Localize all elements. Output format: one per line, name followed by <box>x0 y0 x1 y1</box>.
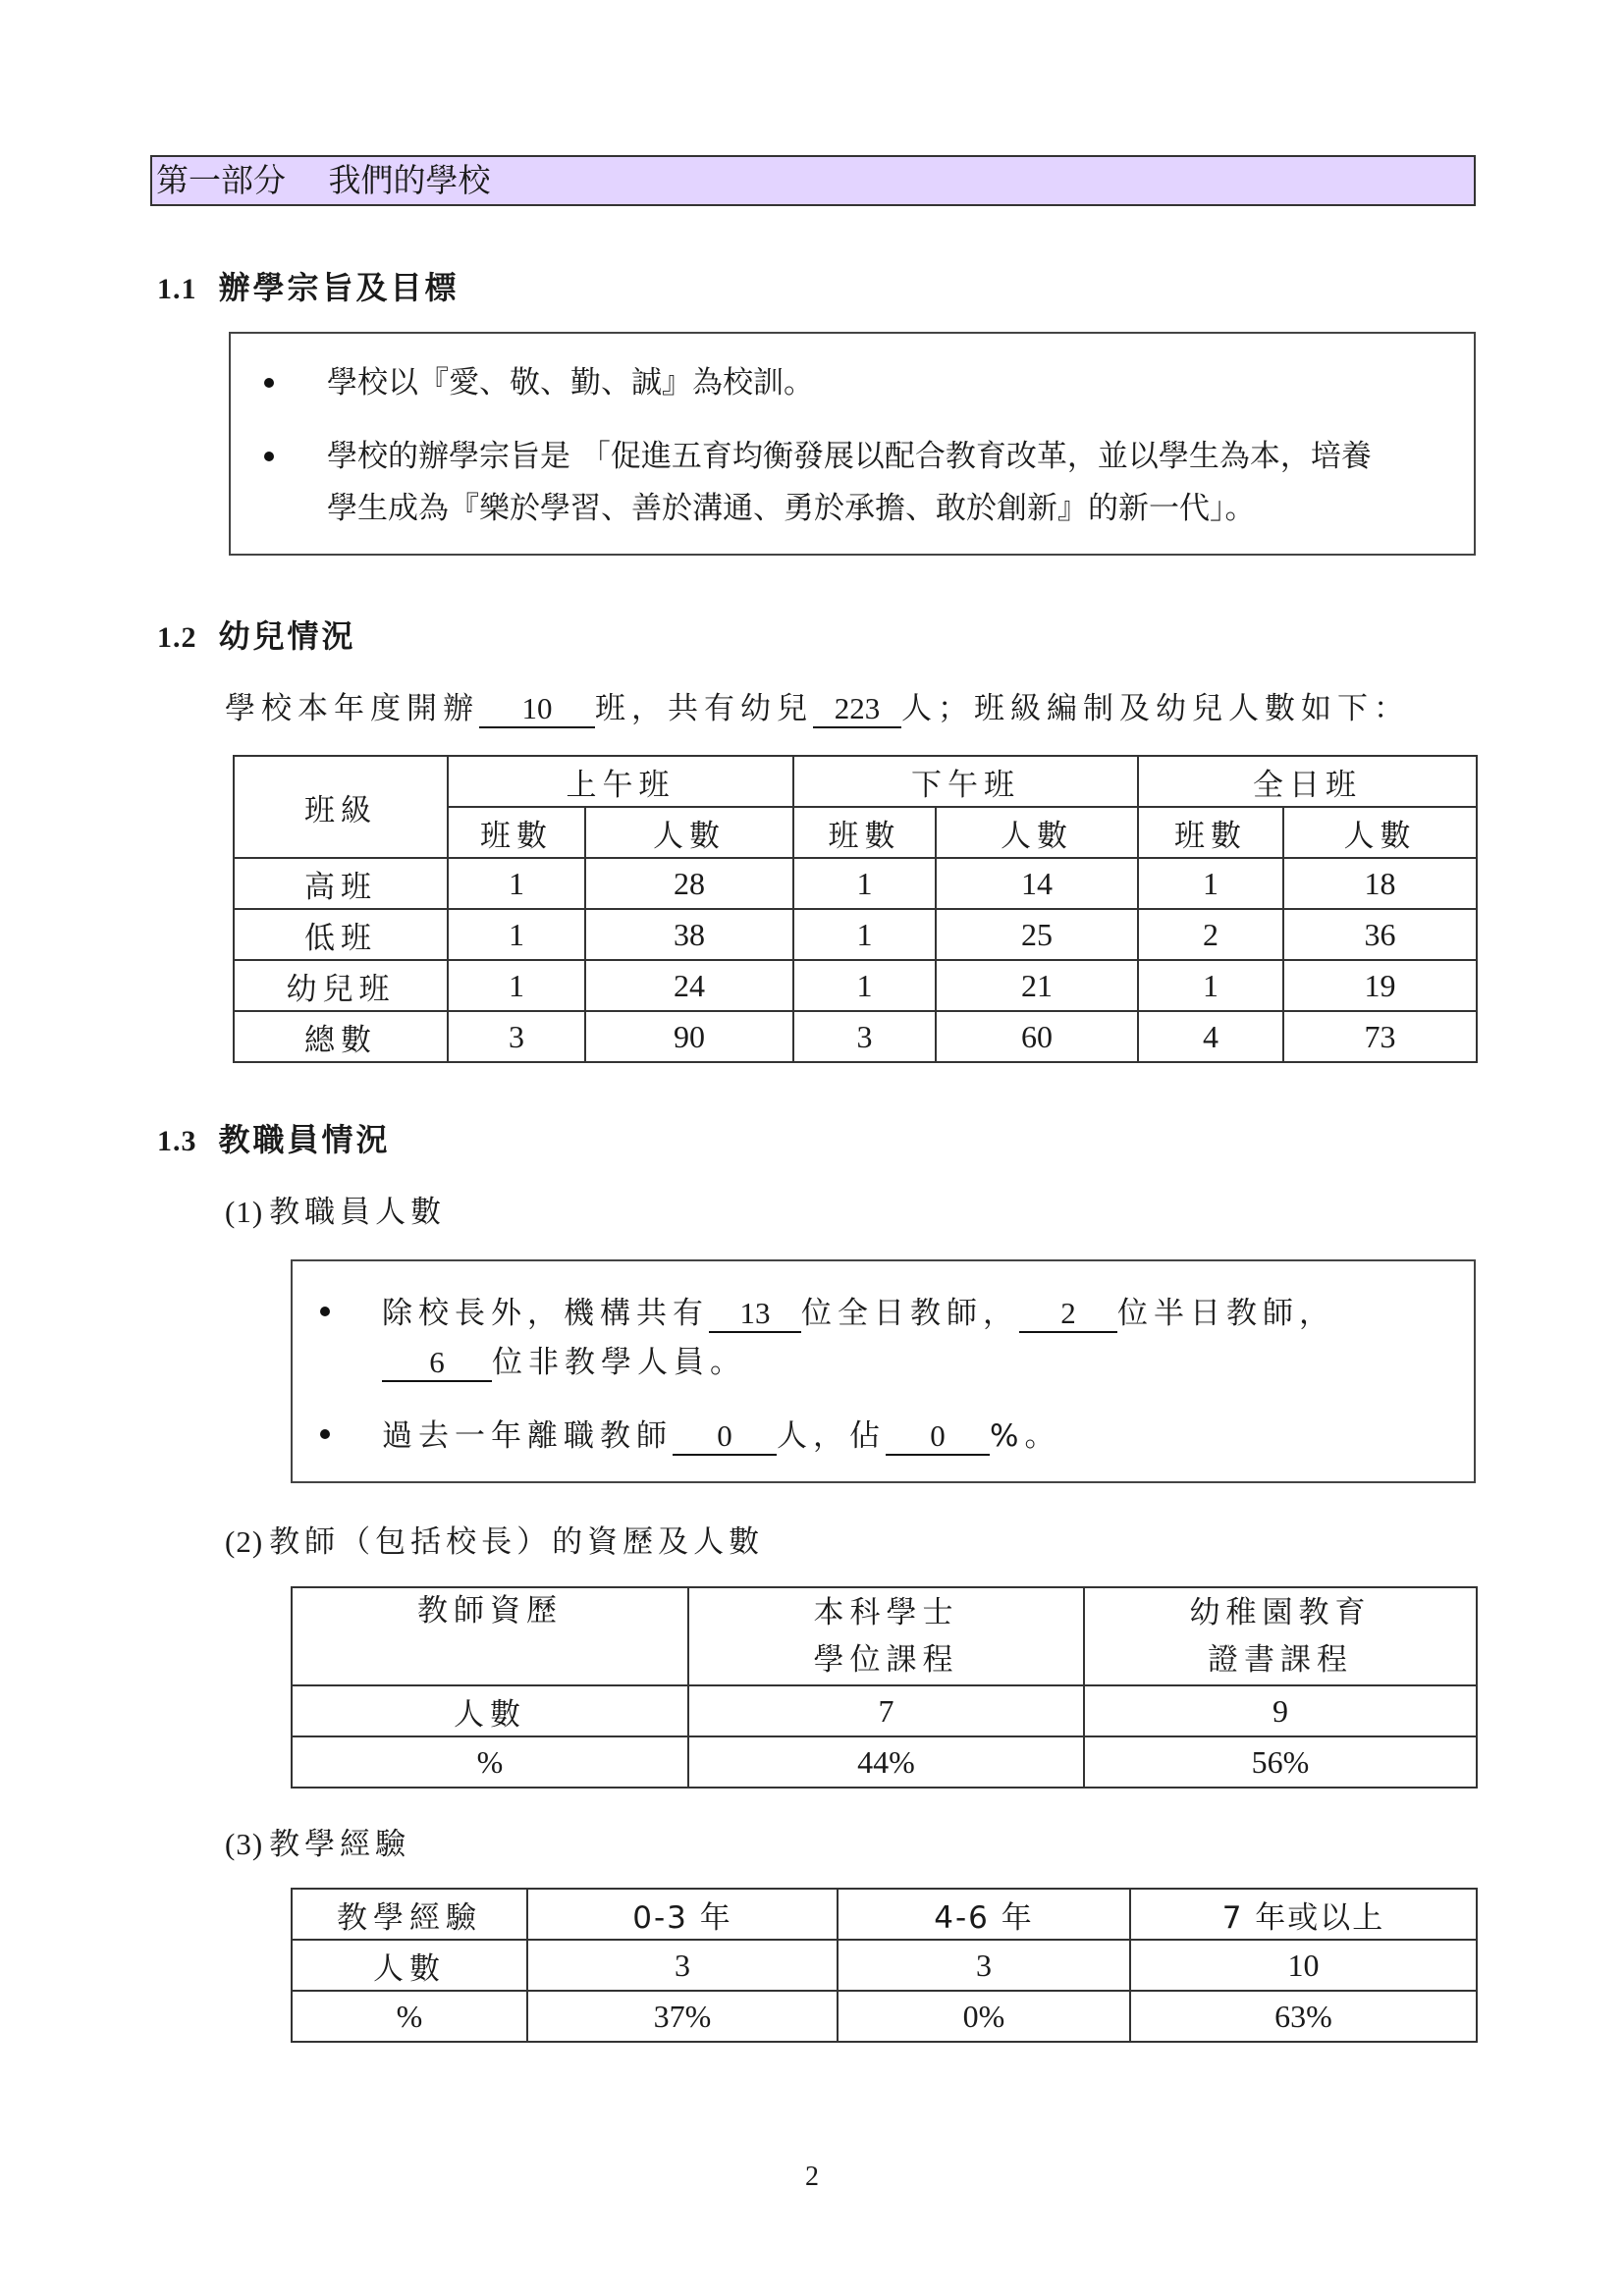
subsection-qualifications <box>225 1517 764 1561</box>
intro-text: 學校本年度開辦 <box>225 691 479 726</box>
subsection-number: (2) <box>225 1524 264 1559</box>
staff-line-2 <box>382 1337 746 1382</box>
table-corner-header: 班級 <box>234 756 448 858</box>
subsection-experience <box>225 1819 410 1863</box>
bullet-dot <box>264 378 274 388</box>
table-cell: 1 <box>448 858 585 909</box>
col-header-line: 本科學士 <box>813 1595 959 1630</box>
subsection-number: (3) <box>225 1827 264 1861</box>
intro-text: 班，共有幼兒 <box>595 691 813 726</box>
col-header-line: 證書課程 <box>1208 1642 1353 1678</box>
enrolment-intro <box>225 683 1410 728</box>
col-header: 班數 <box>793 807 936 858</box>
table-cell: 2 <box>1138 909 1283 960</box>
subsection-label: 教職員人數 <box>269 1195 447 1230</box>
table-cell: 3 <box>448 1011 585 1062</box>
halfday-teacher-blank: 2 <box>1019 1296 1117 1333</box>
fulltime-teacher-blank: 13 <box>709 1296 801 1333</box>
staff-text: 位半日教師， <box>1117 1296 1335 1331</box>
staff-text: 位非教學人員。 <box>492 1345 746 1380</box>
row-label: 低班 <box>234 909 448 960</box>
table-cell: 18 <box>1283 858 1477 909</box>
child-count-blank: 223 <box>813 691 901 728</box>
table-cell: 24 <box>585 960 793 1011</box>
row-label: 人數 <box>292 1940 527 1991</box>
row-label: % <box>292 1991 527 2042</box>
subsection-staff-count <box>225 1187 446 1231</box>
group-header-pm: 下午班 <box>793 756 1138 807</box>
table-cell: 44% <box>688 1736 1084 1788</box>
section-title-1-3 <box>157 1115 391 1160</box>
col-header: 人數 <box>936 807 1138 858</box>
table-cell: 73 <box>1283 1011 1477 1062</box>
bullet-dot <box>320 1307 330 1316</box>
table-cell: 7 <box>688 1685 1084 1736</box>
table-cell: 28 <box>585 858 793 909</box>
nonteaching-staff-blank: 6 <box>382 1345 492 1382</box>
col-header-line: 幼稚園教育 <box>1189 1595 1372 1630</box>
group-header-am: 上午班 <box>448 756 793 807</box>
col-header: 教學經驗 <box>292 1889 527 1940</box>
col-header: 班數 <box>448 807 585 858</box>
col-header: 7 年或以上 <box>1130 1889 1477 1940</box>
table-cell: 1 <box>1138 858 1283 909</box>
group-header-wholeday: 全日班 <box>1138 756 1477 807</box>
mission-text-line2: 學生成為『樂於學習、善於溝通、勇於承擔、敢於創新』的新一代」。 <box>327 491 1256 526</box>
col-header: 0-3 年 <box>527 1889 838 1940</box>
staff-line-3 <box>382 1411 1060 1456</box>
row-label: 高班 <box>234 858 448 909</box>
table-cell: 19 <box>1283 960 1477 1011</box>
left-percent-blank: 0 <box>886 1418 990 1456</box>
class-count-blank: 10 <box>479 691 595 728</box>
table-row <box>292 1685 1477 1736</box>
table-cell: 25 <box>936 909 1138 960</box>
section-number: 1.2 <box>157 621 197 654</box>
enrolment-table <box>233 755 1478 1063</box>
section-heading: 辦學宗旨及目標 <box>218 269 460 306</box>
table-cell: 36 <box>1283 909 1477 960</box>
col-header: 教師資歷 <box>292 1587 688 1685</box>
table-cell: 63% <box>1130 1991 1477 2042</box>
table-cell: 9 <box>1084 1685 1477 1736</box>
table-cell: 37% <box>527 1991 838 2042</box>
table-cell: 1 <box>793 909 936 960</box>
experience-table <box>291 1888 1478 2043</box>
section-number: 1.1 <box>157 273 197 305</box>
table-cell: 38 <box>585 909 793 960</box>
table-cell: 3 <box>793 1011 936 1062</box>
staff-text: 過去一年離職教師 <box>382 1418 673 1454</box>
table-cell: 3 <box>527 1940 838 1991</box>
table-row <box>292 1991 1477 2042</box>
left-teacher-blank: 0 <box>673 1418 777 1456</box>
col-header: 班數 <box>1138 807 1283 858</box>
staff-text: %。 <box>990 1418 1061 1454</box>
staff-text: 人，佔 <box>777 1418 886 1454</box>
col-header: 人數 <box>1283 807 1477 858</box>
table-cell: 1 <box>448 909 585 960</box>
table-cell: 60 <box>936 1011 1138 1062</box>
col-header <box>688 1587 1084 1685</box>
col-header: 4-6 年 <box>838 1889 1130 1940</box>
staff-text: 位全日教師， <box>801 1296 1019 1331</box>
row-label: 幼兒班 <box>234 960 448 1011</box>
table-cell: 90 <box>585 1011 793 1062</box>
table-cell: 14 <box>936 858 1138 909</box>
row-label: 人數 <box>292 1685 688 1736</box>
subsection-number: (1) <box>225 1195 264 1229</box>
table-row <box>234 1011 1477 1062</box>
col-header <box>1084 1587 1477 1685</box>
motto-text: 學校以『愛、敬、勤、誠』為校訓。 <box>327 365 814 400</box>
section-heading: 教職員情況 <box>218 1121 391 1158</box>
bullet-dot <box>264 452 274 461</box>
table-cell: 3 <box>838 1940 1130 1991</box>
section-title-1-1 <box>157 263 460 308</box>
table-cell: 1 <box>793 858 936 909</box>
table-cell: 10 <box>1130 1940 1477 1991</box>
section-title-1-2 <box>157 612 356 657</box>
table-row <box>292 1736 1477 1788</box>
section-number: 1.3 <box>157 1125 197 1157</box>
qualification-table <box>291 1586 1478 1789</box>
intro-text: 人；班級編制及幼兒人數如下： <box>901 691 1410 726</box>
staff-line-1 <box>382 1288 1335 1333</box>
table-cell: 0% <box>838 1991 1130 2042</box>
table-row <box>292 1940 1477 1991</box>
table-cell: 1 <box>793 960 936 1011</box>
part-header: 第一部分 我們的學校 <box>150 155 1476 206</box>
table-cell: 1 <box>1138 960 1283 1011</box>
table-cell: 4 <box>1138 1011 1283 1062</box>
subsection-label: 教師（包括校長）的資歷及人數 <box>269 1524 765 1560</box>
page-number: 2 <box>805 2162 819 2192</box>
bullet-dot <box>320 1429 330 1439</box>
staff-text: 除校長外，機構共有 <box>382 1296 709 1331</box>
row-label: 總數 <box>234 1011 448 1062</box>
table-cell: 1 <box>448 960 585 1011</box>
table-cell: 21 <box>936 960 1138 1011</box>
section-heading: 幼兒情況 <box>218 617 356 655</box>
col-header: 人數 <box>585 807 793 858</box>
row-label: % <box>292 1736 688 1788</box>
mission-text-line1: 學校的辦學宗旨是 「促進五育均衡發展以配合教育改革，並以學生為本，培養 <box>327 439 1372 474</box>
subsection-label: 教學經驗 <box>269 1827 411 1862</box>
table-row <box>234 960 1477 1011</box>
table-cell: 56% <box>1084 1736 1477 1788</box>
table-row <box>234 858 1477 909</box>
col-header-line: 學位課程 <box>813 1642 959 1678</box>
table-row <box>234 909 1477 960</box>
